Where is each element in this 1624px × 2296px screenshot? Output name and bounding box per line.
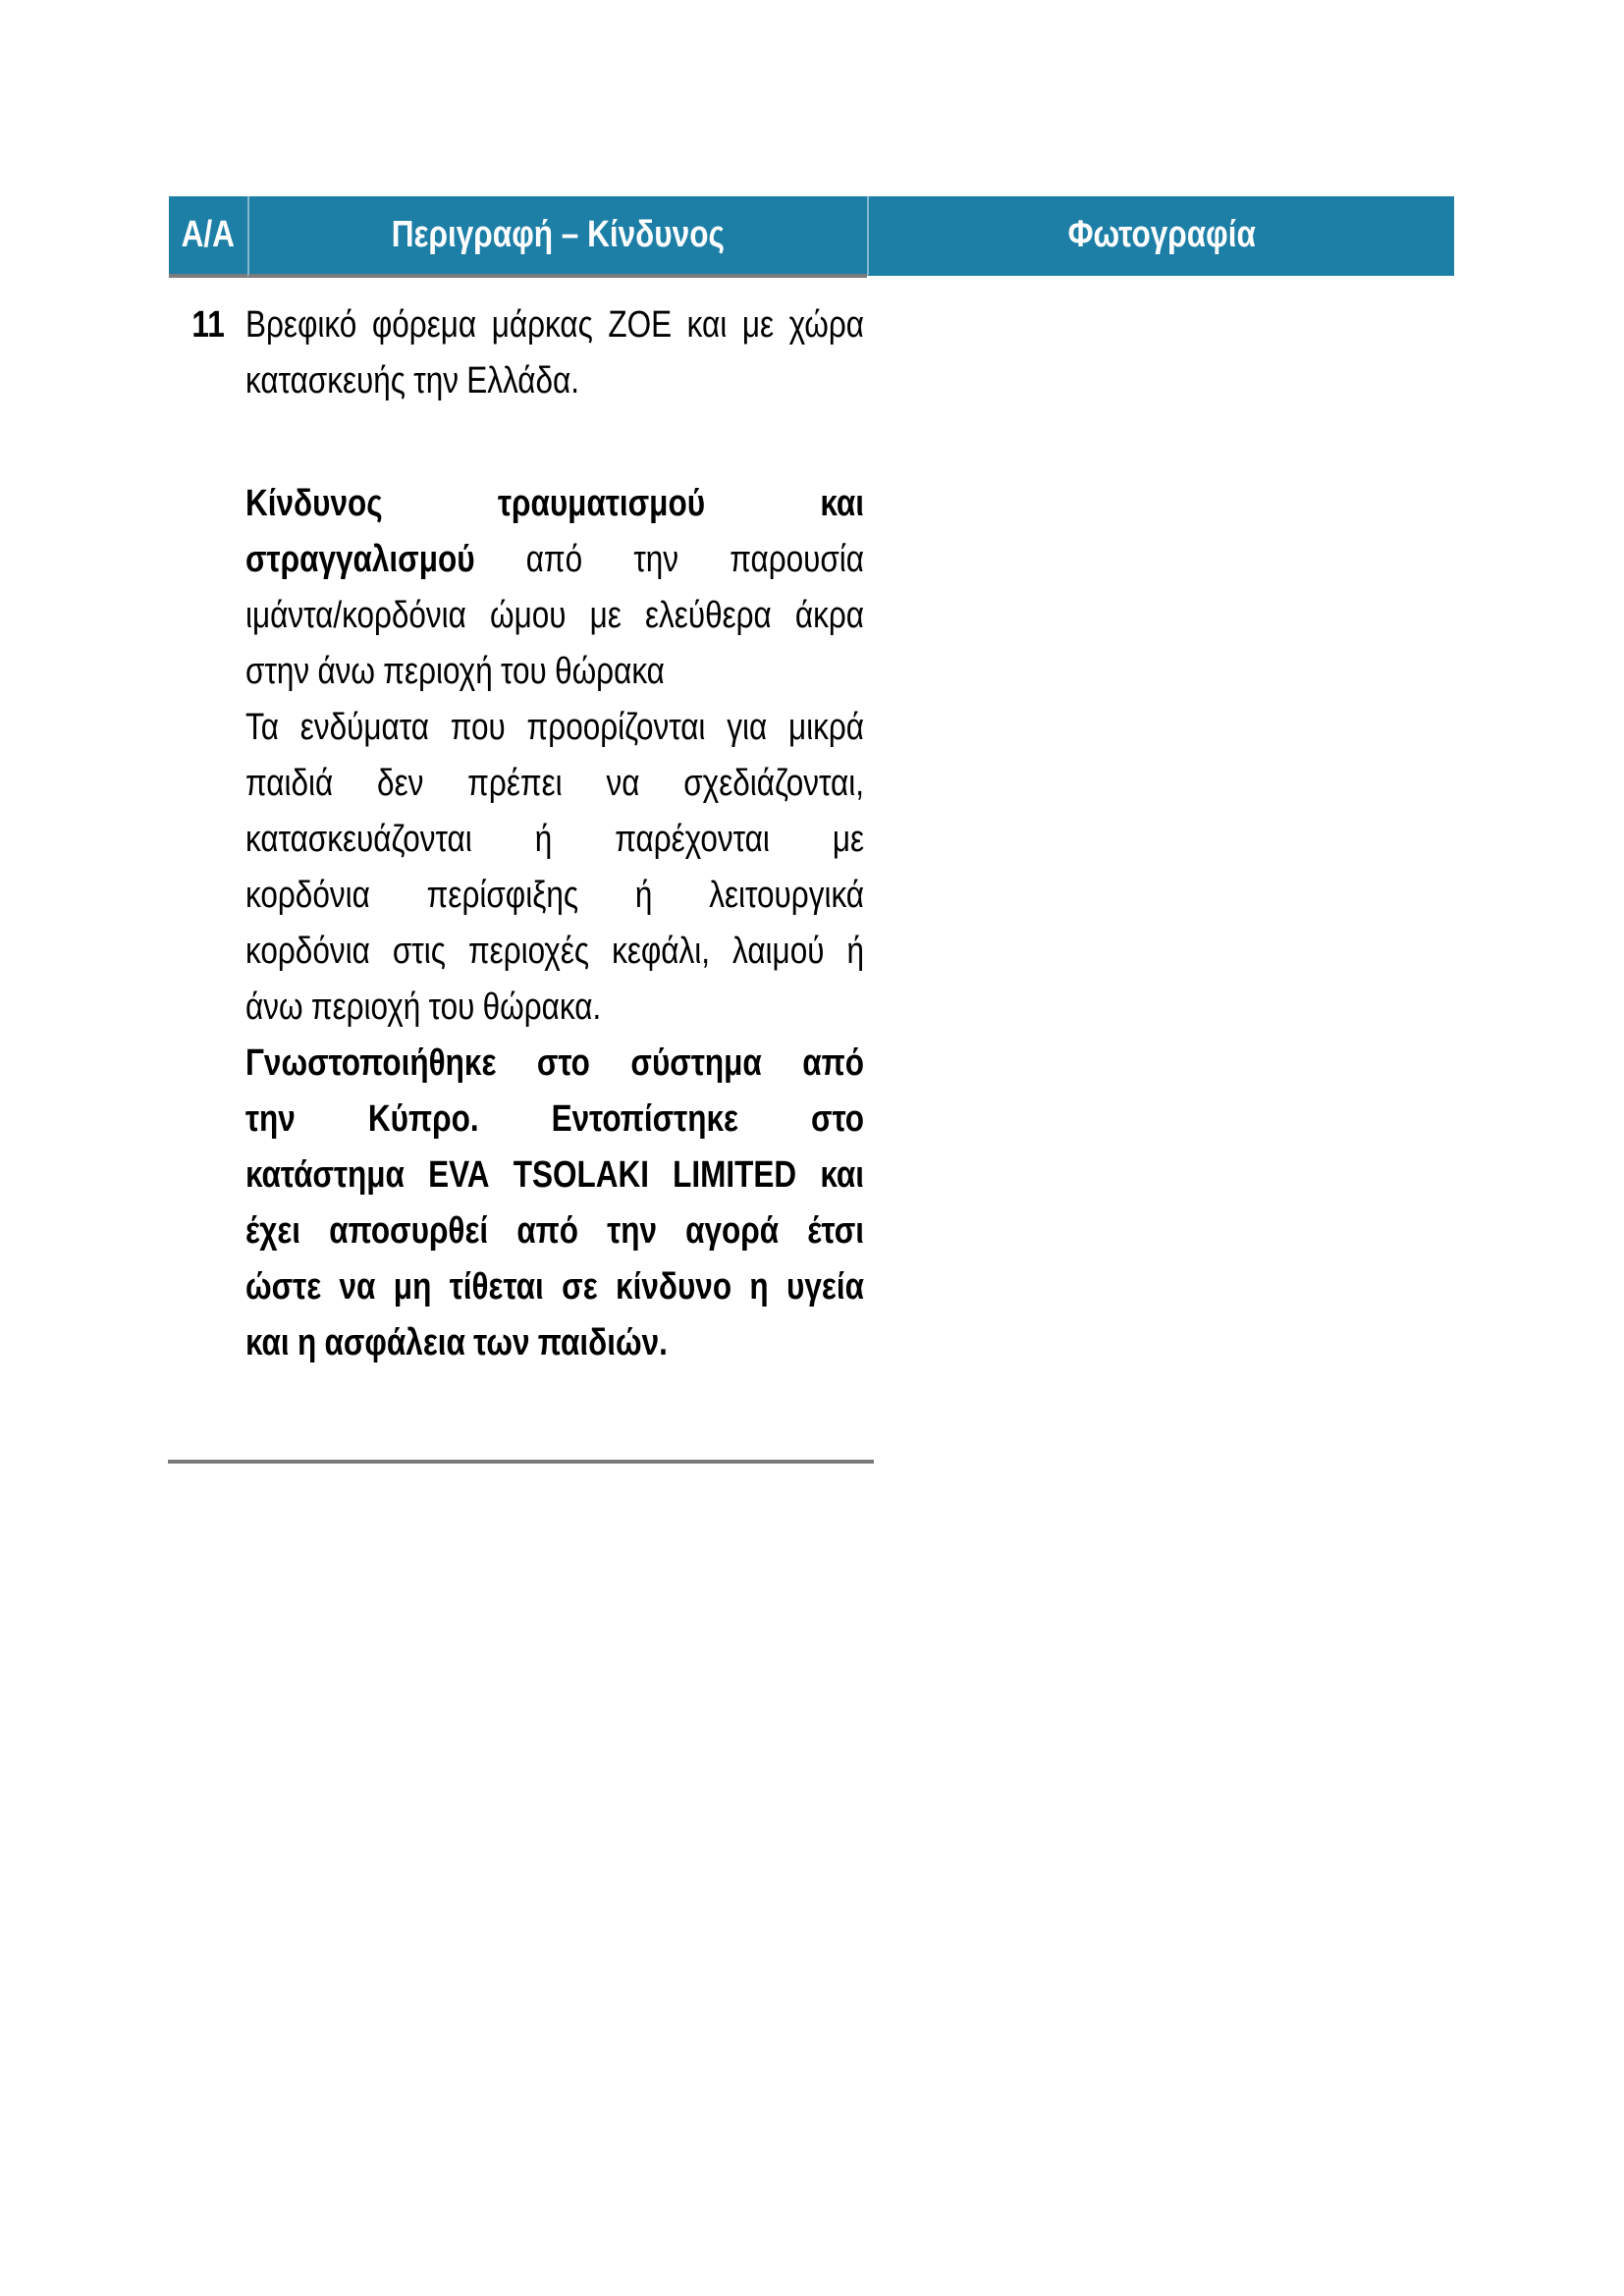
word: κορδόνια (245, 875, 370, 916)
word: EVA (428, 1154, 490, 1196)
word: να (339, 1266, 376, 1308)
word: στραγγαλισμού (245, 539, 475, 580)
word: ή (534, 819, 553, 860)
word: φόρεμα (371, 304, 477, 346)
word: από (802, 1042, 865, 1084)
description-line (245, 700, 864, 756)
word: από (525, 539, 583, 580)
word: Τα (245, 707, 280, 748)
word: παρέχονται (615, 819, 770, 860)
word: μάρκας (491, 304, 593, 346)
description-line (245, 980, 864, 1036)
word: ώμου (490, 595, 567, 636)
word: ή (846, 931, 864, 972)
word: χώρα (788, 304, 865, 346)
description-line (245, 353, 864, 409)
description-line (245, 756, 864, 812)
word: σε (562, 1266, 598, 1308)
description-line (245, 1315, 864, 1371)
description-line (245, 297, 864, 353)
word: περιοχή (383, 651, 493, 692)
word: που (450, 707, 506, 748)
description-line (245, 1036, 864, 1092)
description-line (245, 1203, 864, 1259)
description-line (245, 476, 864, 532)
word: να (606, 763, 640, 804)
word: ελεύθερα (645, 595, 772, 636)
description-line (245, 868, 864, 924)
word: δεν (377, 763, 424, 804)
description-line (245, 924, 864, 980)
word: LIMITED (673, 1154, 797, 1196)
word: Εντοπίστηκε (551, 1098, 738, 1140)
row-number-cell (169, 276, 247, 353)
word: πρέπει (467, 763, 563, 804)
word: την (633, 539, 679, 580)
word: ZOE (608, 304, 673, 346)
word: περιοχή (310, 987, 421, 1028)
word: με (589, 595, 622, 636)
word: άνω (245, 987, 303, 1028)
word: ασφάλεια (324, 1322, 465, 1363)
header-label-description: Περιγραφή – Κίνδυνος (391, 214, 726, 255)
word: ή (634, 875, 653, 916)
word: αγορά (685, 1210, 780, 1252)
word: η (297, 1322, 317, 1363)
description-line (245, 812, 864, 868)
word: στις (392, 931, 446, 972)
word: κατασκευής (245, 360, 406, 401)
word: θώρακα (555, 651, 665, 692)
word: κεφάλι, (612, 931, 711, 972)
word: των (473, 1322, 530, 1363)
word: έτσι (807, 1210, 865, 1252)
row-number: 11 (191, 304, 225, 346)
word: κίνδυνο (616, 1266, 732, 1308)
word: TSOLAKI (513, 1154, 650, 1196)
word: και (686, 304, 728, 346)
word: περίσφιξης (426, 875, 579, 916)
word: μικρά (787, 707, 865, 748)
word: στο (536, 1042, 590, 1084)
paragraph-gap (245, 409, 866, 476)
word: την (413, 360, 459, 401)
word: κατασκευάζονται (245, 819, 472, 860)
word: παιδιών. (537, 1322, 668, 1363)
word: τίθεται (449, 1266, 544, 1308)
description-cell (245, 276, 866, 1371)
word: άνω (317, 651, 376, 692)
word: την (607, 1210, 658, 1252)
word: τραυματισμού (497, 483, 706, 524)
word: ιμάντα/κορδόνια (245, 595, 466, 636)
header-label-aa: Α/Α (181, 214, 236, 255)
description-line (245, 588, 864, 644)
word: παρουσία (730, 539, 865, 580)
word: Κίνδυνος (245, 483, 383, 524)
word: άκρα (794, 595, 865, 636)
header-label-photo: Φωτογραφία (1067, 214, 1256, 255)
word: με (741, 304, 775, 346)
word: και (820, 1154, 865, 1196)
word: με (832, 819, 865, 860)
word: από (516, 1210, 579, 1252)
header-cell-aa (169, 196, 247, 278)
description-line (245, 532, 864, 588)
table-header-row (169, 196, 1454, 278)
header-cell-photo (867, 196, 1454, 278)
word: λειτουργικά (709, 875, 865, 916)
word: ώστε (245, 1266, 322, 1308)
word: του (428, 987, 475, 1028)
word: υγεία (786, 1266, 864, 1308)
photo-cell (867, 276, 1454, 1460)
word: Ελλάδα. (466, 360, 580, 401)
word: στην (245, 651, 310, 692)
word: την (245, 1098, 296, 1140)
description-line (245, 1259, 864, 1315)
word: αποσυρθεί (329, 1210, 489, 1252)
word: περιοχές (467, 931, 590, 972)
word: και (245, 1322, 290, 1363)
word: μη (393, 1266, 432, 1308)
word: λαιμού (732, 931, 825, 972)
word: σύστημα (630, 1042, 762, 1084)
word: για (727, 707, 768, 748)
word: και (820, 483, 865, 524)
word: θώρακα. (482, 987, 602, 1028)
word: κορδόνια (245, 931, 370, 972)
word: προορίζονται (526, 707, 706, 748)
word: έχει (245, 1210, 301, 1252)
header-cell-description (247, 196, 867, 278)
word: στο (811, 1098, 865, 1140)
word: ενδύματα (299, 707, 429, 748)
word: παιδιά (245, 763, 334, 804)
description-line (245, 644, 864, 700)
word: σχεδιάζονται, (683, 763, 865, 804)
word: Βρεφικό (245, 304, 357, 346)
row-bottom-divider (168, 1460, 874, 1464)
description-line (245, 1148, 864, 1203)
word: Γνωστοποιήθηκε (245, 1042, 497, 1084)
word: κατάστημα (245, 1154, 405, 1196)
word: του (501, 651, 547, 692)
word: Κύπρο. (367, 1098, 479, 1140)
description-line (245, 1092, 864, 1148)
word: η (749, 1266, 769, 1308)
